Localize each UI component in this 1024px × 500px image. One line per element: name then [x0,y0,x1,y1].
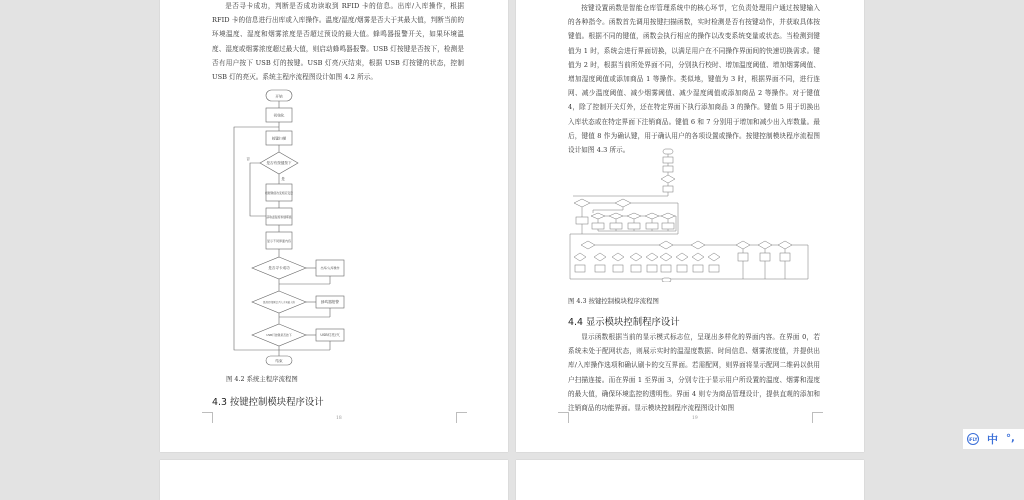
document-page-18 [160,0,508,452]
node-end: 结束 [275,359,283,363]
node-usb-light: USB灯亮/灭 [320,333,340,337]
display-function-paragraph: 显示函数根据当前的显示模式标志位，呈现出多样化的界面内容。在界面 0，若系统未处于配网状态，则展示实时的温湿度数据、时间信息、烟雾浓度值，并提供出库/入库操作选项和确认刷卡的交互界面。若需配网，则界面将显示配网二维码以供用户扫描连接。而在界面 1 至界面 3，分别专注于显示用户所设置的温度、烟雾和湿度的最大值，确保环境监控的透明性。界面 4 则专为商品管理设计，提供直观的添加和注销商品的功能界面。显示模块控制程序流程图设计如图 [568,333,820,413]
node-display: 显示不同界面内容 [266,239,292,243]
node-read-sensors: 获取温湿度和烟雾值 [266,215,292,219]
node-usb-key: USB灯按键是否按下 [266,333,292,337]
node-key-pressed: 是否有按键按下 [266,161,292,165]
key-function-paragraph: 按键设置函数是智能仓库管理系统中的核心环节，它负责处理用户通过按键输入的各种指令。函数首先调用按键扫描函数，实时检测是否有按键动作，并获取具体按键值。根据不同的键值，函数会执行相应的操作以改变系统变量或状态。当检测到键值为 1 时，系统会进行界面切换，以满足用户在不同操作界面间的快速切换需求。键值为 2 时，根据当前所处界面不同，分别执行校时、增加温度阈值、增加烟雾阈值、增加湿度阈值或添加商品 1 等操作。类似地，键值为 3 时，根据界面不同，进行连网、减少温度阈值、减少烟雾阈值、减少湿度阈值或添加商品 2 等操作。对于键值 4，除了控制开关灯外，还在特定界面下执行添加商品 3 的操作。键值 5 用于切换出入库状态或在特定界面下注销商品。键值 6 和 7 分别用于增加和减少出入库数量。最后，键值 8 作为确认键，用于确认用户的各项设置或操作。按键控制模块程序流程图设计如图 4.3 所示。 [568,4,820,155]
ime-punctuation-toggle[interactable]: °, [1006,433,1015,444]
page-number: 18 [336,416,342,421]
figure-caption-4-2: 图 4.2 系统主程序流程图 [226,375,298,383]
node-buzzer: 蜂鸣器报警 [321,300,339,304]
margin-corner-right [812,412,823,423]
node-key-scan: 按键扫描 [271,136,287,141]
main-program-flowchart [230,86,360,366]
figure-caption-4-3: 图 4.3 按键控制模块程序流程图 [568,297,659,305]
margin-corner-right [456,412,467,423]
node-over-max: 温湿度/烟雾是否大于其最大值 [263,301,295,304]
node-card-ok: 是否寻卡成功 [268,266,290,270]
ime-toolbar[interactable] [963,429,1024,449]
margin-corner-left [558,412,569,423]
node-modify-vars: 根据键值改变相应变量 [265,191,293,195]
intro-paragraph: 是否寻卡成功，判断是否成功读取到 RFID 卡的信息。出库/入库操作，根据 RFID 卡的信息进行出库或入库操作。温度/湿度/烟雾是否大于其最大值，判断当前的环境温度、湿度和烟雾浓度是否超过预设的最大值。蜂鸣器报警开关，如果环境温度、湿度或烟雾浓度超过最大值，则启动蜂鸣器报警。USB 灯按键是否按下，检测是否有用户按下 USB 灯的按键。USB 灯亮/灭结束，根据 USB 灯按键的状态，控制 USB 灯的亮灭。系统主程序流程图设计如图 4.2 所示。 [212,2,464,82]
key-control-flowchart [568,147,818,282]
document-page-19 [516,0,864,452]
document-page-20 [160,460,508,500]
document-page-21 [516,460,864,500]
node-init: 初始化 [273,113,285,118]
node-in-out: 出库/入库操作 [320,266,340,270]
section-heading-4-3: 4.3 按键控制模块程序设计 [212,397,324,408]
section-heading-4-4: 4.4 显示模块控制程序设计 [568,317,680,328]
margin-corner-left [202,412,213,423]
node-start: 开始 [275,94,283,99]
page-number: 19 [692,416,698,421]
ime-language-toggle[interactable]: 中 [987,433,998,446]
label-yes: 是 [281,177,285,181]
ime-logo-icon[interactable]: iFLY [967,433,979,445]
label-no: 否 [246,157,250,161]
